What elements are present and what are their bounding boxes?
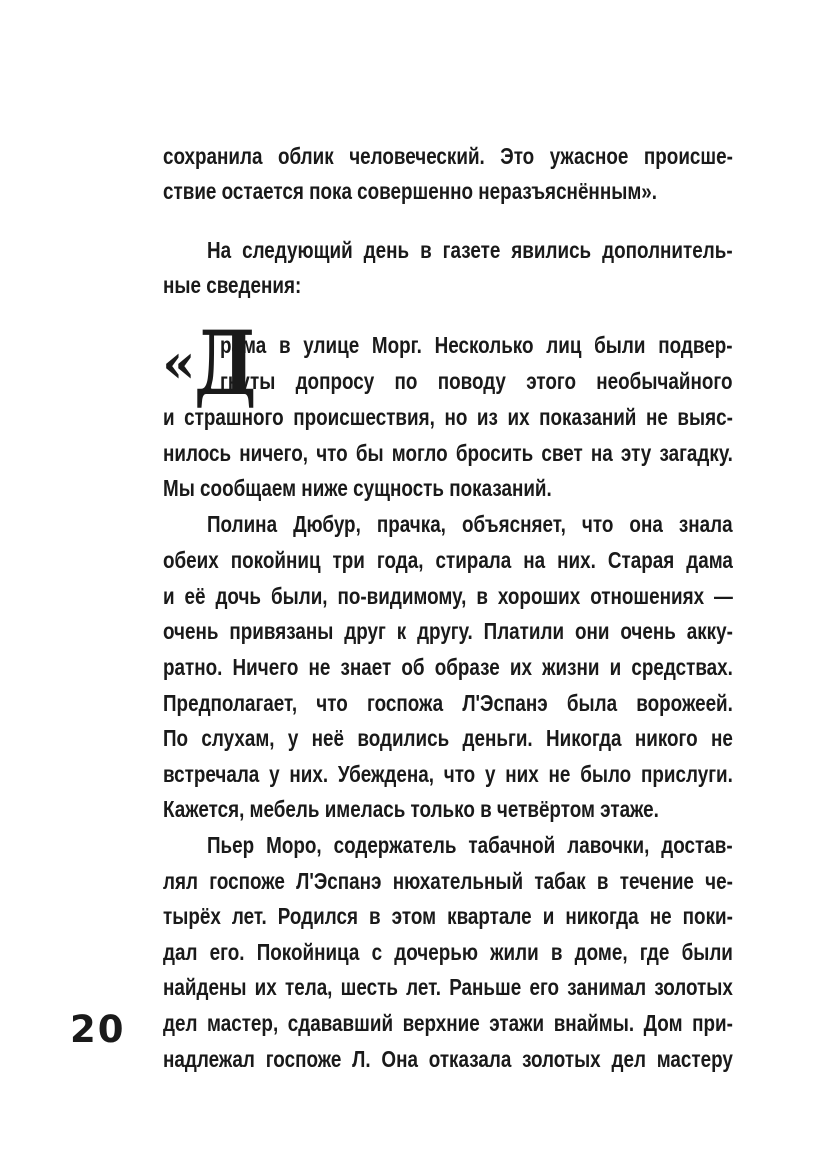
text-line: ратно. Ничего не знает об образе их жизни и средствах. <box>163 654 733 680</box>
text-line: нилось ничего, что бы могло бросить свет на эту загадку. <box>163 440 733 466</box>
text-line: ствие остается пока совершенно неразъяснённым». <box>163 178 658 204</box>
text-line: дал его. Покойница с дочерью жили в доме, где были <box>163 939 733 965</box>
text-line: обеих покойниц три года, стирала на них. Старая дама <box>163 547 733 573</box>
text-line: и страшного происшествия, но из их показаний не выяс- <box>163 404 733 430</box>
drop-cap-quote: « <box>162 331 196 395</box>
text-line: встречала у них. Убеждена, что у них не было прислуги. <box>163 761 733 787</box>
text-line: Кажется, мебель имелась только в четвёртом этаже. <box>163 796 659 822</box>
text-line: сохранила облик человеческий. Это ужасное происше- <box>163 143 733 169</box>
text-line: Предполагает, что госпожа Л'Эспанэ была ворожеей. <box>163 690 733 716</box>
text-line: очень привязаны друг к другу. Платили они очень акку- <box>163 618 733 644</box>
text-line: Пьер Моро, содержатель табачной лавочки, достав- <box>207 832 733 858</box>
text-line: гнуты допросу по поводу этого необычайного <box>220 368 733 394</box>
page-number: 20 <box>70 1008 126 1051</box>
drop-cap-letter: Д <box>193 311 257 415</box>
text-line: На следующий день в газете явились дополнитель- <box>207 237 733 263</box>
text-line: рама в улице Морг. Несколько лиц были подвер- <box>220 332 733 358</box>
text-line: тырёх лет. Родился в этом квартале и никогда не поки- <box>163 903 733 929</box>
text-line: ные сведения: <box>163 272 302 298</box>
text-line: дел мастер, сдававший верхние этажи внаймы. Дом при- <box>163 1010 733 1036</box>
text-line: найдены их тела, шесть лет. Раньше его занимал золотых <box>163 974 733 1000</box>
text-line: и её дочь были, по-видимому, в хороших отношениях — <box>163 583 733 609</box>
text-line: По слухам, у неё водились деньги. Никогда никого не <box>163 725 733 751</box>
text-line: надлежал госпоже Л. Она отказала золотых дел мастеру <box>163 1046 733 1072</box>
text-line: лял госпоже Л'Эспанэ нюхательный табак в течение че- <box>163 868 733 894</box>
text-line: Мы сообщаем ниже сущность показаний. <box>163 475 552 501</box>
text-line: Полина Дюбур, прачка, объясняет, что она знала <box>207 511 733 537</box>
